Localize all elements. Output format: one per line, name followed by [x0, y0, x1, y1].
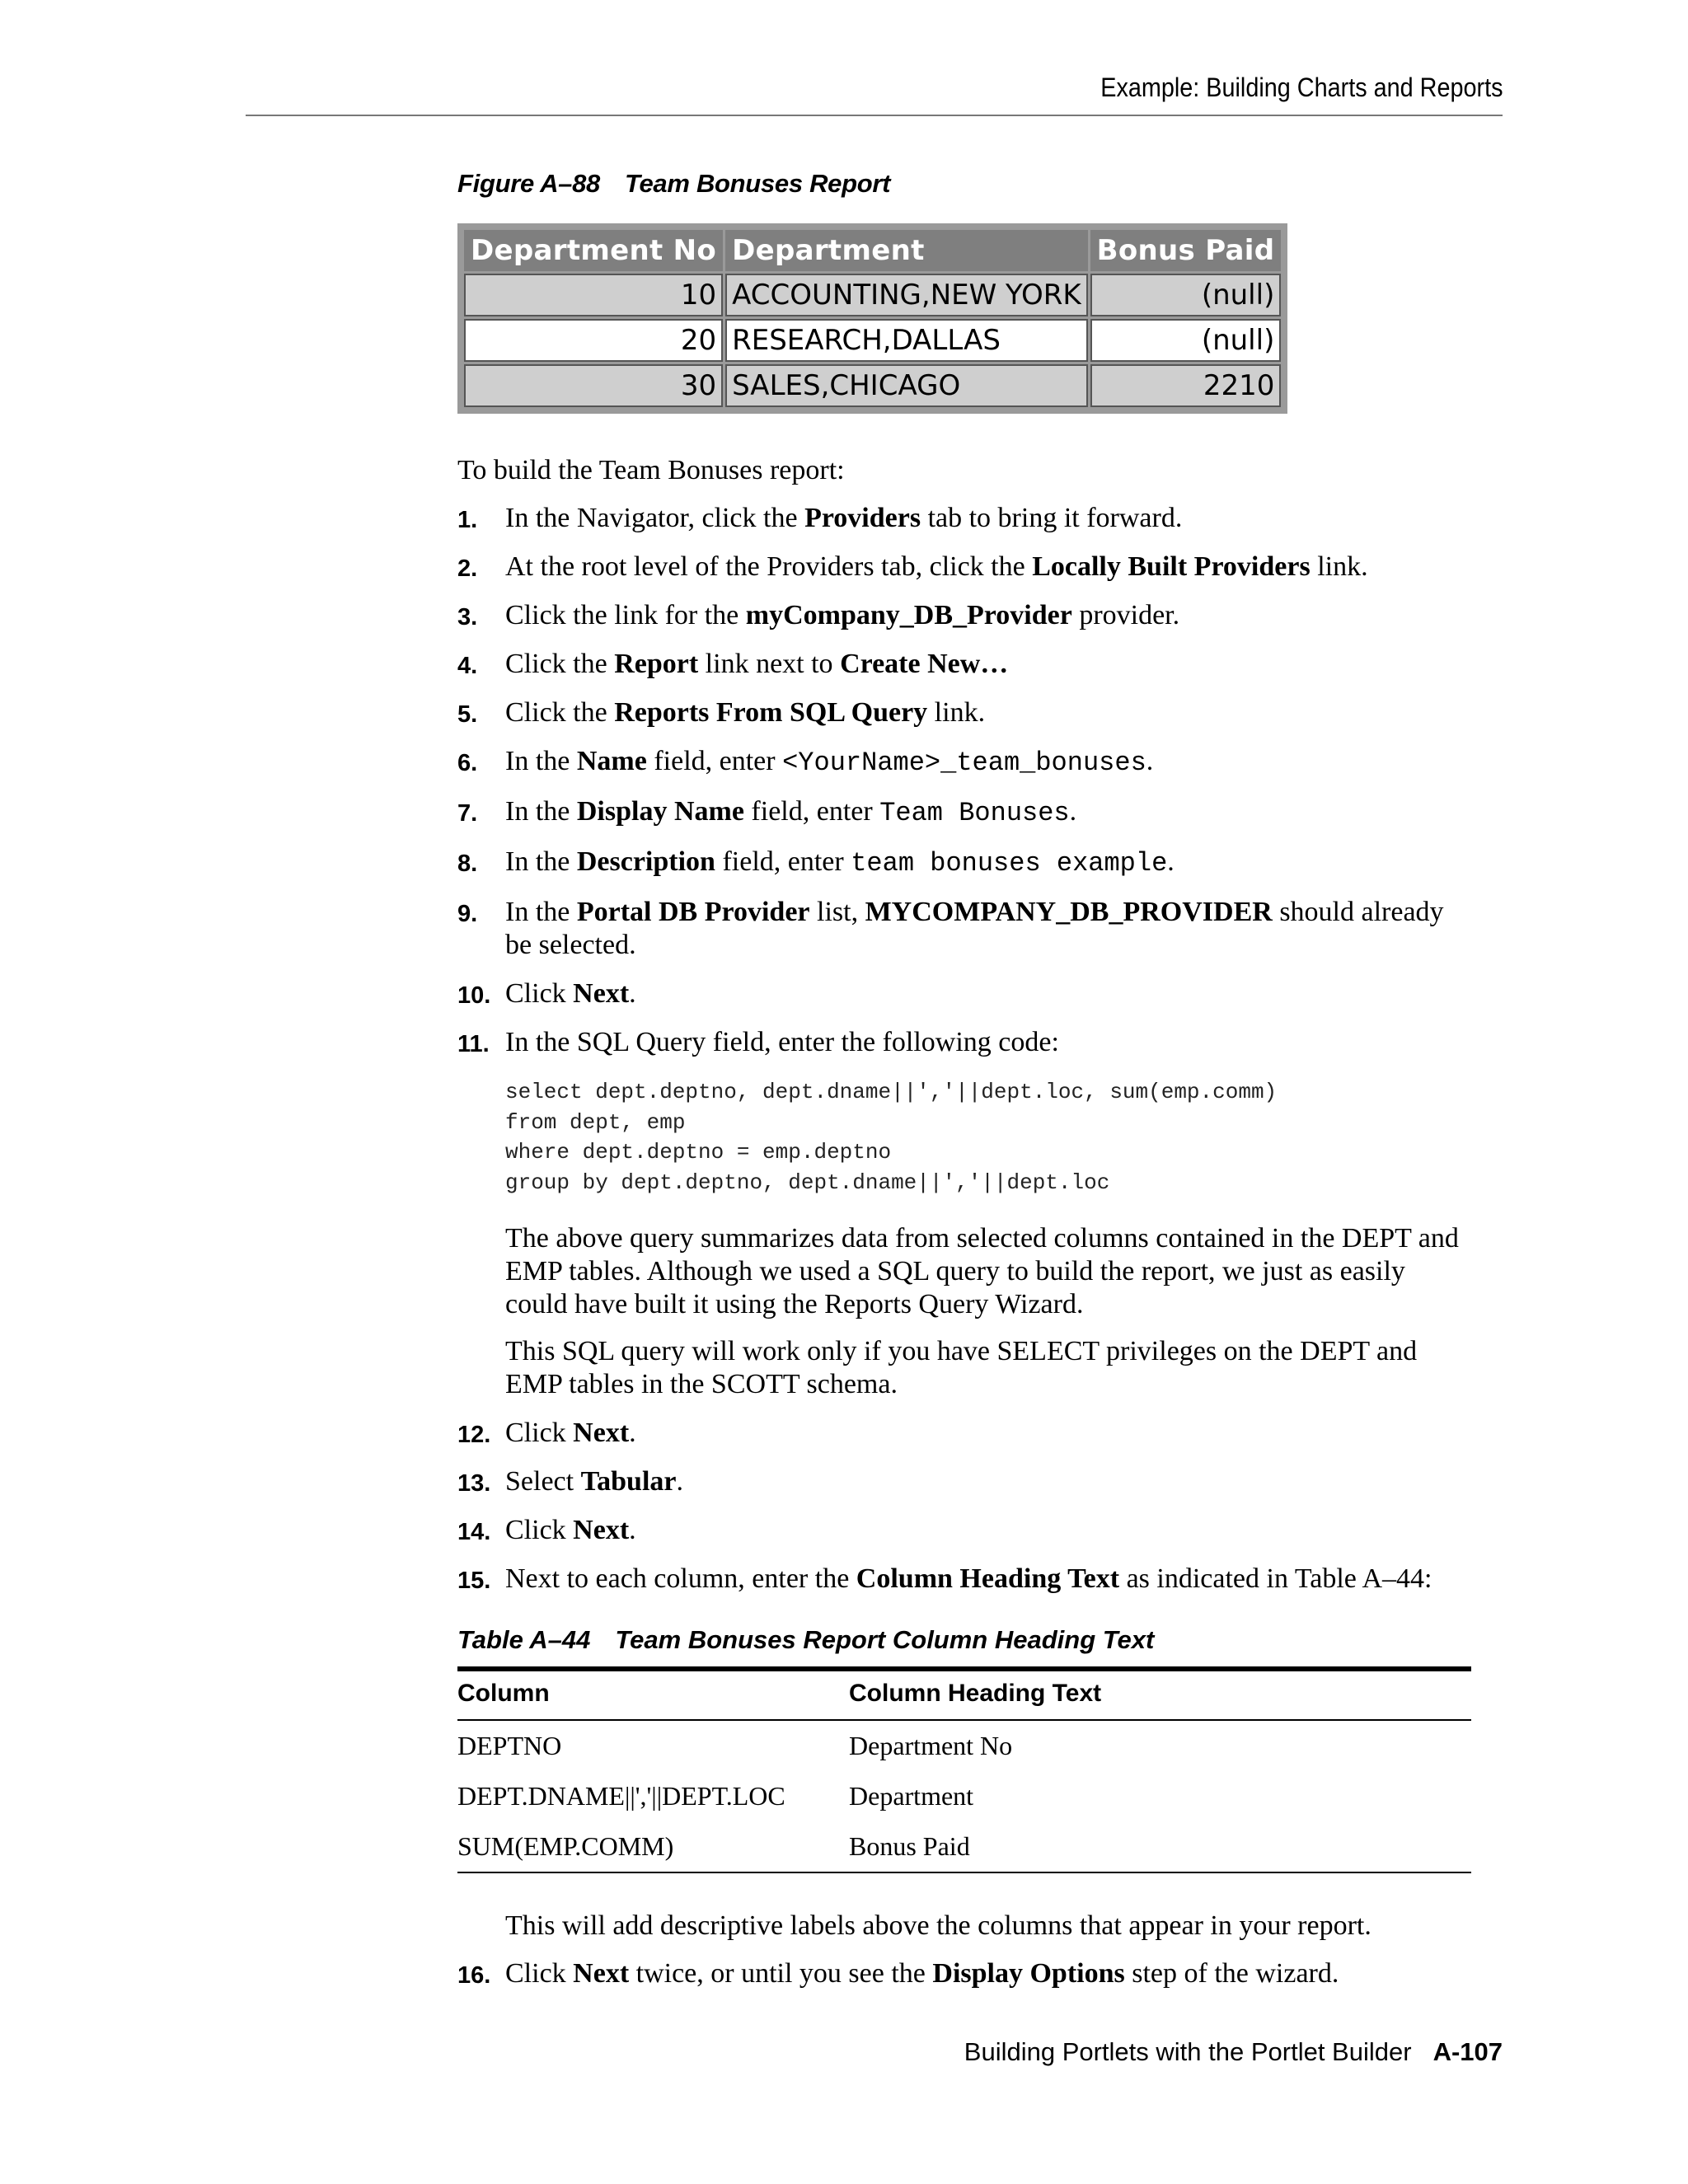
table-cell: SUM(EMP.COMM) [457, 1831, 674, 1861]
step-text: tab to bring it forward. [921, 503, 1183, 533]
step-text: . [1069, 796, 1077, 827]
footer-title: Building Portlets with the Portlet Builder [964, 2037, 1412, 2066]
step-code: team bonuses example [851, 848, 1168, 879]
step-item [457, 648, 1471, 681]
table-cell: Bonus Paid [849, 1831, 970, 1861]
step-number: 15. [457, 1568, 491, 1594]
step-text: Next to each column, enter the [505, 1563, 856, 1594]
step-text: Click [505, 1418, 574, 1448]
step-list-continued [457, 1957, 1471, 1990]
step-text: field, enter [646, 746, 783, 776]
step-text: list, [809, 897, 865, 927]
report-cell: (null) [1090, 274, 1282, 316]
step-bold: Column Heading Text [856, 1563, 1120, 1594]
step-text: link. [1310, 551, 1368, 582]
step-bold: Create New… [840, 649, 1009, 679]
step-bold: myCompany_DB_Provider [745, 600, 1072, 630]
step-item [457, 896, 1471, 962]
step-item [457, 745, 1471, 780]
step-text: In the [505, 897, 577, 927]
step-bold: Portal DB Provider [576, 897, 810, 927]
step-number: 5. [457, 701, 478, 728]
step-item [457, 599, 1471, 632]
table-cell: Department No [849, 1731, 1013, 1760]
step-bold: Tabular [580, 1466, 677, 1497]
running-header: Example: Building Charts and Reports [1100, 73, 1503, 102]
step-bold: Next [573, 1418, 630, 1448]
step-text: Click the link for the [505, 600, 746, 630]
step-text: In the [505, 796, 577, 827]
step-item [457, 795, 1471, 830]
step-bold: Locally Built Providers [1032, 551, 1311, 582]
step-item [457, 1563, 1471, 1596]
step-text: should already be selected. [505, 897, 1444, 960]
step-number: 3. [457, 604, 478, 630]
table-header-column: Column [457, 1680, 550, 1707]
table-header-heading-text: Column Heading Text [849, 1680, 1102, 1707]
team-bonuses-report [457, 223, 1287, 414]
step-text: Click the [505, 649, 615, 679]
step-text: . [1167, 846, 1175, 877]
step-bold: Description [576, 846, 715, 877]
table-caption [457, 1625, 1471, 1655]
step-item [457, 1514, 1471, 1547]
page-number: A-107 [1432, 2037, 1503, 2066]
step-item [457, 1465, 1471, 1498]
table-row [457, 1771, 1471, 1821]
step-text: Select [505, 1466, 581, 1497]
step-text: . [629, 978, 636, 1009]
report-cell: SALES,CHICAGO [725, 364, 1088, 407]
step-number: 10. [457, 982, 491, 1009]
step-item [457, 502, 1471, 535]
step-bold: MYCOMPANY_DB_PROVIDER [865, 897, 1273, 927]
table-label: Table A–44 [457, 1625, 591, 1654]
step-bold: Name [576, 746, 647, 776]
step-text: Click [505, 978, 574, 1009]
step-bold: Providers [804, 503, 921, 533]
column-heading-table [457, 1666, 1471, 1873]
step-number: 12. [457, 1422, 491, 1448]
figure-caption [457, 169, 1471, 199]
step-text: . [629, 1418, 636, 1448]
step-bold: Display Name [576, 796, 744, 827]
step-item [457, 1417, 1471, 1450]
step-number: 11. [457, 1031, 490, 1057]
step-text: . [629, 1515, 636, 1545]
step-text: field, enter [743, 796, 880, 827]
step-number: 6. [457, 750, 478, 776]
step-number: 9. [457, 901, 478, 927]
step-bold: Next [573, 1958, 630, 1989]
step-text: link next to [698, 649, 841, 679]
report-row [464, 364, 1281, 407]
step-text: At the root level of the Providers tab, click the [505, 551, 1033, 582]
step-bold: Display Options [932, 1958, 1125, 1989]
step-number: 8. [457, 851, 478, 877]
table-title: Team Bonuses Report Column Heading Text [615, 1625, 1155, 1654]
step-item [457, 846, 1471, 880]
step-bold: Next [573, 1515, 630, 1545]
report-cell: 20 [464, 319, 723, 362]
step-text: In the [505, 746, 577, 776]
step-bold: Report [614, 649, 699, 679]
report-row [464, 274, 1281, 316]
step-item [457, 696, 1471, 729]
figure-title: Team Bonuses Report [625, 169, 891, 198]
report-header-department-no: Department No [464, 230, 723, 271]
step-paragraph: This SQL query will work only if you have SELECT privileges on the DEPT and EMP tables in the SCOTT schema. [505, 1336, 1418, 1399]
after-table-text: This will add descriptive labels above the columns that appear in your report. [505, 1910, 1372, 1941]
step-number: 7. [457, 800, 478, 827]
step-text: In the [505, 846, 577, 877]
step-text: . [1146, 746, 1154, 776]
report-cell: RESEARCH,DALLAS [725, 319, 1088, 362]
step-item [457, 1026, 1471, 1401]
table-cell: DEPT.DNAME||','||DEPT.LOC [457, 1781, 785, 1811]
step-number: 13. [457, 1470, 491, 1497]
step-text: Click [505, 1958, 574, 1989]
report-cell: 10 [464, 274, 723, 316]
step-number: 16. [457, 1962, 491, 1989]
table-cell: Department [849, 1781, 974, 1811]
step-text: step of the wizard. [1124, 1958, 1339, 1989]
step-number: 1. [457, 507, 478, 533]
page-footer [964, 2037, 1503, 2067]
step-text: twice, or until you see the [629, 1958, 933, 1989]
step-code: Team Bonuses [879, 798, 1070, 828]
step-bold: Next [573, 978, 630, 1009]
report-header-department: Department [725, 230, 1088, 271]
report-cell: (null) [1090, 319, 1282, 362]
sql-code-block: select dept.deptno, dept.dname||','||dept.loc, sum(emp.comm) from dept, emp where dept.deptno = emp.deptno group by dept.deptno, dept.dname||','||dept.loc [505, 1080, 1278, 1195]
report-cell: ACCOUNTING,NEW YORK [725, 274, 1088, 316]
step-item [457, 1957, 1471, 1990]
report-row [464, 319, 1281, 362]
step-text: link. [927, 697, 986, 728]
intro-text: To build the Team Bonuses report: [457, 455, 845, 485]
table-row [457, 1821, 1471, 1872]
report-cell: 2210 [1090, 364, 1282, 407]
figure-label: Figure A–88 [457, 169, 600, 198]
table-row [457, 1720, 1471, 1771]
step-number: 2. [457, 555, 478, 582]
step-text: field, enter [715, 846, 851, 877]
step-item [457, 977, 1471, 1010]
report-header-bonus-paid: Bonus Paid [1090, 230, 1282, 271]
step-text: as indicated in Table A–44: [1119, 1563, 1432, 1594]
step-code: <YourName>_team_bonuses [782, 748, 1146, 778]
step-text: In the Navigator, click the [505, 503, 805, 533]
step-text: Click the [505, 697, 615, 728]
table-cell: DEPTNO [457, 1731, 562, 1760]
step-bold: Reports From SQL Query [614, 697, 928, 728]
step-text: In the SQL Query field, enter the following code: [505, 1027, 1059, 1057]
step-text: Click [505, 1515, 574, 1545]
page-content [457, 169, 1471, 2006]
step-list [457, 502, 1471, 1596]
header-rule [246, 115, 1503, 116]
step-text: . [676, 1466, 683, 1497]
step-item [457, 551, 1471, 583]
step-number: 4. [457, 653, 478, 679]
step-paragraph: The above query summarizes data from selected columns contained in the DEPT and EMP tables. Although we used a SQL query to build the report, we just as easily could have built it using the Reports Query Wizard. [505, 1223, 1459, 1319]
step-text: provider. [1071, 600, 1180, 630]
step-number: 14. [457, 1519, 491, 1545]
report-cell: 30 [464, 364, 723, 407]
